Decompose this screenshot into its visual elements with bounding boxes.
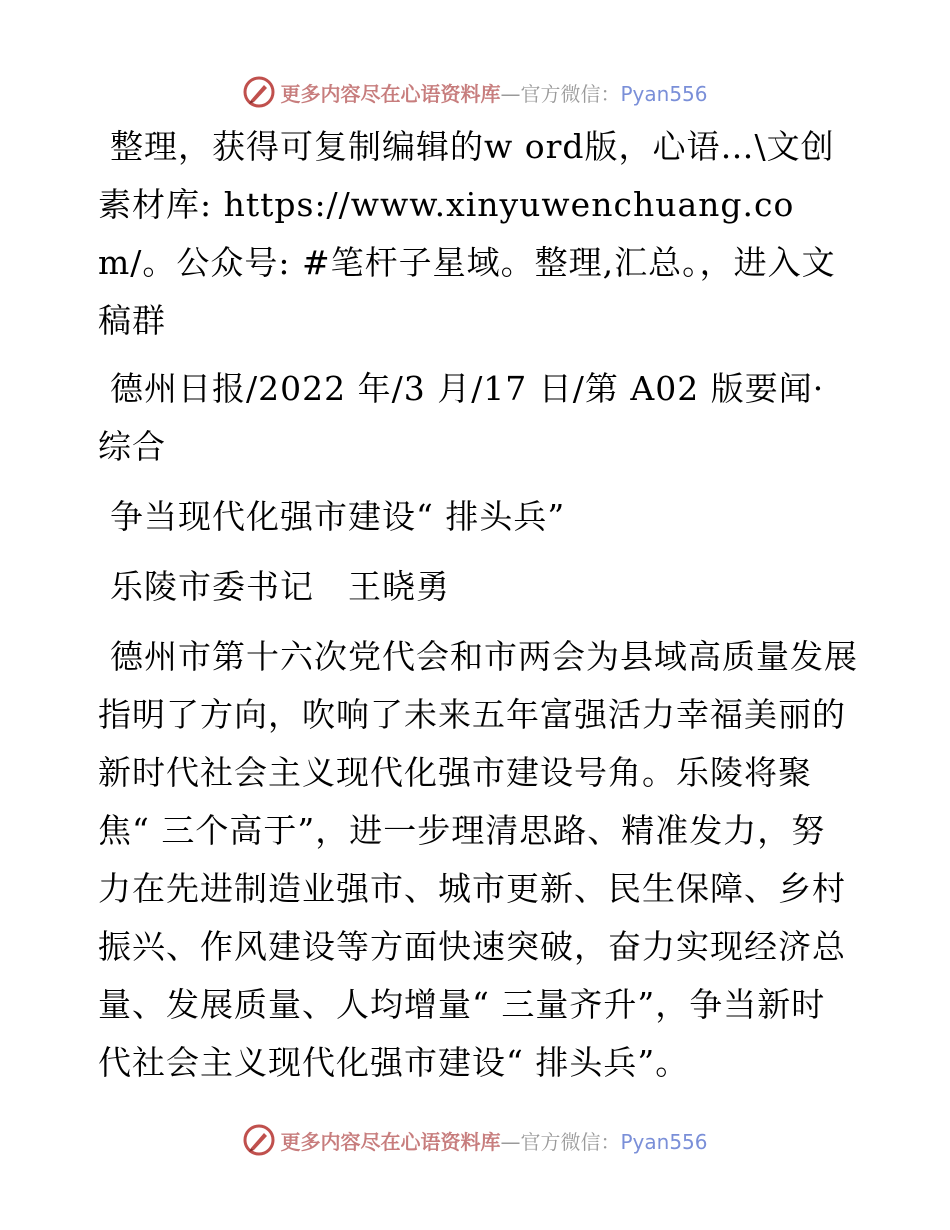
watermark-wechat-label: 官方微信：: [520, 81, 621, 106]
watermark-dash: —: [500, 1129, 521, 1154]
watermark-wechat-id: Pyan556: [620, 81, 708, 106]
watermark-text: [280, 78, 707, 107]
author-line: 乐陵市委书记 王晓勇: [110, 567, 450, 606]
watermark-header: [0, 72, 950, 112]
body-paragraph: 德州市第十六次党代会和市两会为县域高质量发展指明了方向，吹响了未来五年富强活力幸福美丽的新时代社会主义现代化强市建设号角。乐陵将聚焦“ 三个高于”，进一步理清思路、精准发力，努力在先进制造业强市、城市更新、民生保障、乡村振兴、作风建设等方面快速突破，奋力实现经济总量、发展质量、人均增量“ 三量齐升”，争当新时代社会主义现代化强市建设“ 排头兵”。: [98, 637, 858, 1082]
intro-paragraph: 整理，获得可复制编辑的w ord版，心语…\文创素材库: https://www.xinyuwenchuang.com/。公众号: #笔杆子星域。整理,汇总。，进入文稿群: [98, 127, 836, 340]
pen-logo-icon: [242, 75, 276, 109]
headline: 争当现代化强市建设“ 排头兵”: [110, 497, 566, 536]
watermark-wechat-label: 官方微信：: [520, 1129, 621, 1154]
watermark-brand: 更多内容尽在心语资料库: [280, 1129, 501, 1154]
watermark-text: [280, 1126, 707, 1155]
pen-logo-icon: [242, 1123, 276, 1157]
watermark-dash: —: [500, 81, 521, 106]
watermark-footer: [0, 1120, 950, 1160]
source-line: 德州日报/2022 年/3 月/17 日/第 A02 版要闻·综合: [98, 369, 825, 466]
document-body: [98, 118, 858, 1092]
watermark-brand: 更多内容尽在心语资料库: [280, 81, 501, 106]
watermark-wechat-id: Pyan556: [620, 1129, 708, 1154]
